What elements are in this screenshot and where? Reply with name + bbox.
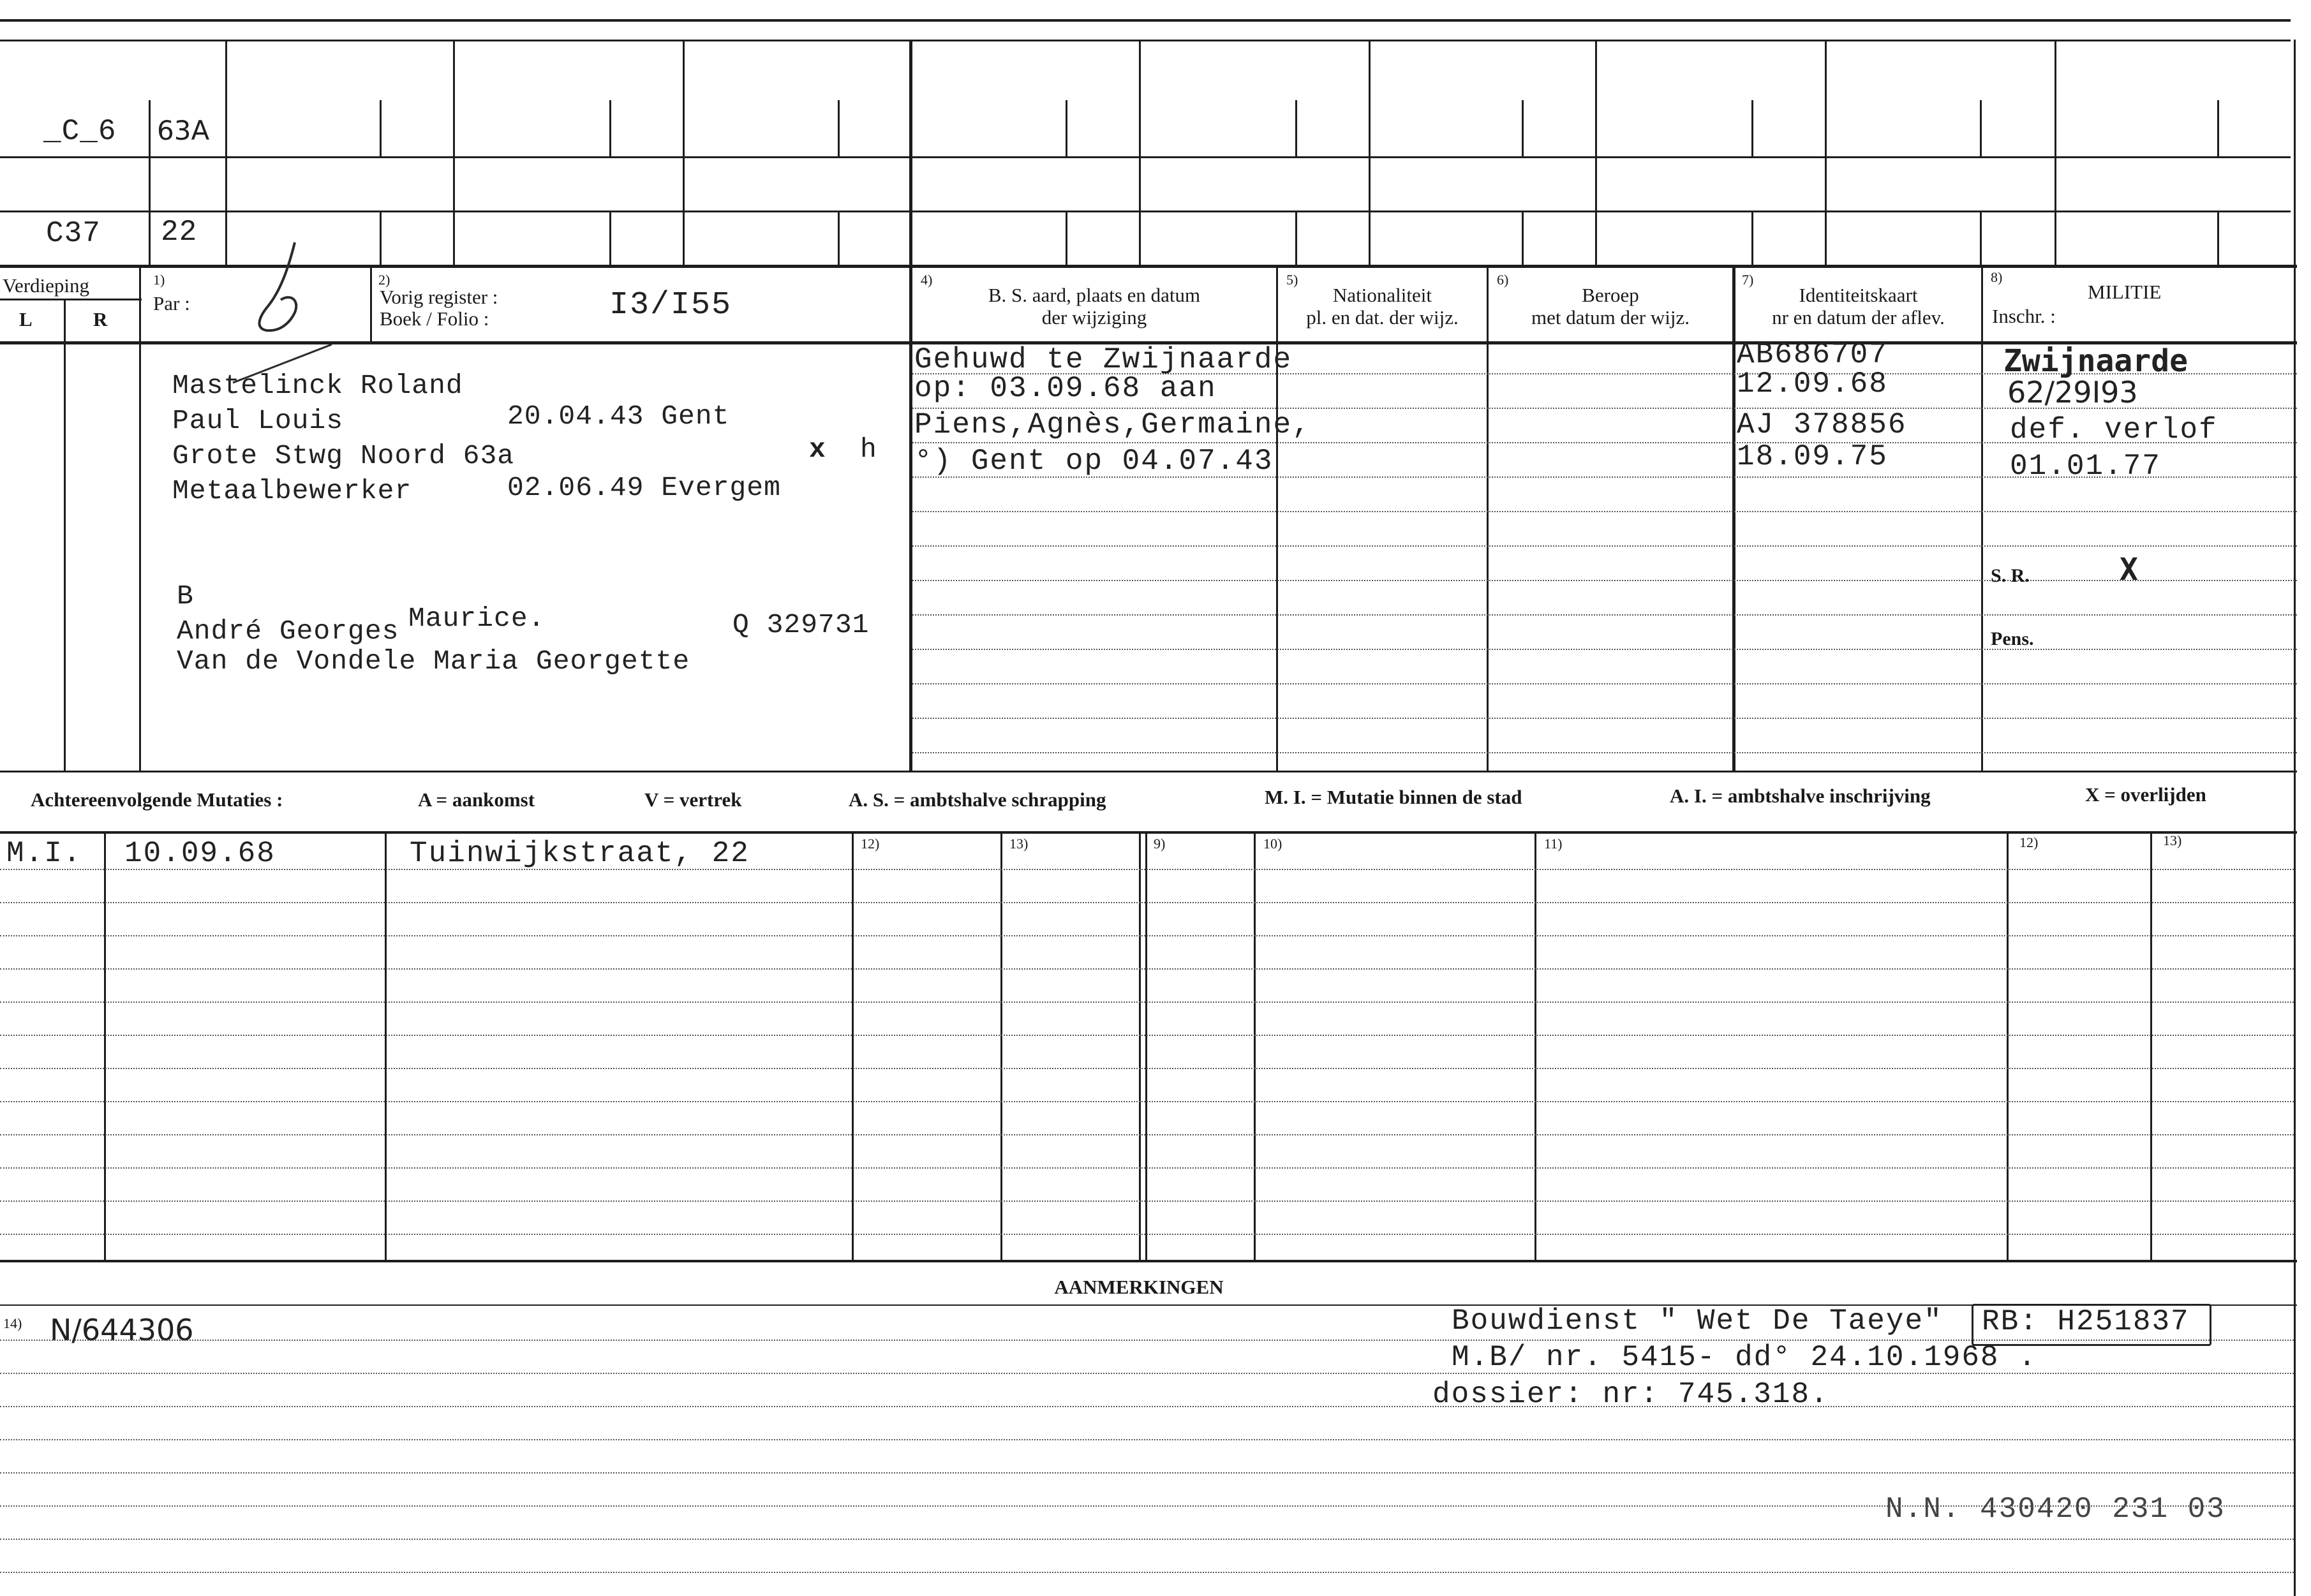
dotted-ruling: [0, 935, 2294, 936]
civil-status-line-3: Piens,Agnès,Germaine,: [914, 408, 1311, 441]
person-birth: 20.04.43 Gent: [507, 401, 730, 432]
marker-x: x: [809, 434, 826, 465]
mutation-col-9: 9): [1154, 836, 1166, 852]
verdieping-r-label: R: [93, 308, 108, 330]
dotted-ruling: [0, 968, 2294, 970]
grid-line: [1139, 832, 1141, 1260]
dotted-ruling: [912, 718, 2297, 719]
mutation-col-13: 13): [1009, 836, 1029, 852]
national-number: N.N. 430420 231 03: [1885, 1493, 2226, 1526]
id-card-1-date: 12.09.68: [1737, 367, 1888, 401]
dotted-ruling: [0, 1001, 2294, 1003]
id-card-1: AB686707: [1737, 338, 1888, 371]
legend-aankomst: A = aankomst: [418, 788, 535, 811]
sr-label: S. R.: [1991, 565, 2030, 586]
nationality-header-line2: pl. en dat. der wijz.: [1306, 306, 1459, 329]
grid-line: [2007, 832, 2009, 1260]
dotted-ruling: [0, 1068, 2294, 1069]
field-number-4: 4): [921, 272, 933, 288]
field-number-1: 1): [153, 272, 165, 288]
field-number-6: 6): [1497, 272, 1509, 288]
militie-header: MILITIE: [2088, 281, 2162, 303]
id-header-line2: nr en datum der aflev.: [1772, 306, 1945, 329]
grid-line: [1000, 832, 1002, 1260]
person-profession: Metaalbewerker: [172, 475, 412, 506]
dotted-ruling: [0, 1035, 2294, 1036]
grid-line: [0, 831, 2297, 834]
militie-date: 01.01.77: [2010, 450, 2161, 483]
boek-folio-label: Boek / Folio :: [380, 307, 489, 330]
mutation-col-12b: 12): [2019, 834, 2039, 850]
mutation-type: M.I.: [6, 837, 82, 870]
grid-line: [852, 832, 854, 1260]
dotted-ruling: [912, 614, 2297, 616]
dotted-ruling: [0, 1472, 2294, 1474]
mother-name: Van de Vondele Maria Georgette: [177, 646, 690, 677]
grid-line: [0, 1304, 2297, 1306]
remarks-bouwdienst: Bouwdienst " Wet De Taeye": [1452, 1304, 1943, 1338]
remarks-code: N/644306: [50, 1313, 194, 1347]
dotted-ruling: [0, 1234, 2294, 1235]
dotted-ruling: [0, 1505, 2294, 1507]
bs-header-line1: B. S. aard, plaats en datum: [988, 284, 1201, 306]
dotted-ruling: [0, 1167, 2294, 1169]
father-name: André Georges: [177, 616, 399, 647]
civil-status-line-4: °) Gent op 04.07.43: [914, 445, 1274, 478]
field-number-8: 8): [1991, 269, 2003, 285]
legend-ambtshalve-schrapping: A. S. = ambtshalve schrapping: [849, 788, 1106, 811]
dotted-ruling: [0, 1572, 2294, 1573]
remarks-field-14: 14): [3, 1315, 22, 1331]
vorig-register-label: Vorig register :: [380, 286, 498, 308]
dotted-ruling: [912, 683, 2297, 684]
person-since: 02.06.49 Evergem: [507, 472, 781, 503]
dotted-ruling: [912, 649, 2297, 650]
legend-title: Achtereenvolgende Mutaties :: [31, 788, 283, 811]
remarks-title: AANMERKINGEN: [1054, 1276, 1224, 1298]
dotted-ruling: [0, 1340, 2294, 1341]
civil-status-line-2: op: 03.09.68 aan: [914, 372, 1217, 405]
dotted-ruling: [0, 1373, 2294, 1374]
mutation-col-13b: 13): [2163, 832, 2182, 848]
dotted-ruling: [0, 1201, 2294, 1202]
field-number-5: 5): [1286, 272, 1298, 288]
dotted-ruling: [912, 545, 2297, 547]
mutation-street: Tuinwijkstraat, 22: [410, 837, 750, 870]
militie-status: def. verlof: [2010, 413, 2218, 447]
father-extra: Maurice.: [408, 603, 546, 634]
verdieping-label: Verdieping: [3, 274, 90, 297]
id-card-2: AJ 378856: [1737, 408, 1907, 441]
field-number-2: 2): [378, 272, 390, 288]
militie-number: 62/29I93: [2007, 375, 2138, 410]
mutation-col-11: 11): [1544, 836, 1563, 852]
person-surname: Mastelinck Roland: [172, 370, 463, 401]
dotted-ruling: [912, 752, 2297, 753]
grid-line: [0, 771, 2297, 772]
field-number-7: 7): [1742, 272, 1754, 288]
legend-mutatie: M. I. = Mutatie binnen de stad: [1265, 786, 1522, 808]
dotted-ruling: [912, 511, 2297, 512]
father-code: Q 329731: [732, 609, 870, 640]
top-code-4: 22: [161, 216, 198, 249]
top-code-2: 63A: [157, 115, 210, 146]
id-header-line1: Identiteitskaart: [1799, 284, 1918, 306]
grid-line: [385, 832, 387, 1260]
remarks-rb: RB: H251837: [1982, 1305, 2190, 1338]
bs-header-line2: der wijziging: [1041, 306, 1147, 329]
dotted-ruling: [0, 1439, 2294, 1440]
beroep-header-line1: Beroep: [1582, 284, 1639, 306]
dotted-ruling: [912, 580, 2297, 581]
id-card-2-date: 18.09.75: [1737, 440, 1888, 473]
dotted-ruling: [0, 1134, 2294, 1135]
inschr-label: Inschr. :: [1992, 305, 2056, 327]
militie-place: Zwijnaarde: [2003, 343, 2188, 379]
verdieping-l-label: L: [19, 308, 33, 330]
register-value: I3/I55: [609, 287, 732, 323]
dotted-ruling: [0, 1539, 2294, 1540]
dotted-ruling: [0, 869, 2294, 870]
legend-vertrek: V = vertrek: [644, 788, 742, 811]
grid-line: [1145, 832, 1147, 1260]
grid-line: [104, 832, 106, 1260]
dotted-ruling: [0, 902, 2294, 903]
person-given-names: Paul Louis: [172, 405, 344, 436]
top-code-1: _C_6: [43, 115, 117, 148]
marker-h: h: [860, 434, 877, 465]
sr-mark: X: [2120, 552, 2138, 587]
pens-label: Pens.: [1991, 628, 2034, 649]
mutation-col-10: 10): [1263, 836, 1282, 852]
mutation-date: 10.09.68: [124, 837, 276, 870]
top-code-3: C37: [46, 217, 101, 250]
dotted-ruling: [0, 1406, 2294, 1407]
dotted-ruling: [0, 1101, 2294, 1102]
parents-label: B: [177, 580, 194, 612]
grid-line: [1534, 832, 1536, 1260]
grid-line: [1254, 832, 1256, 1260]
legend-ambtshalve-inschrijving: A. I. = ambtshalve inschrijving: [1670, 785, 1931, 807]
nationality-header-line1: Nationaliteit: [1333, 284, 1432, 306]
remarks-mb: M.B/ nr. 5415- dd° 24.10.1968 .: [1452, 1341, 2037, 1374]
grid-line: [2150, 832, 2152, 1260]
par-label: Par :: [153, 292, 190, 314]
civil-status-line-1: Gehuwd te Zwijnaarde: [914, 343, 1293, 376]
remarks-dossier: dossier: nr: 745.318.: [1432, 1378, 1829, 1411]
grid-line: [0, 1260, 2297, 1262]
legend-overlijden: X = overlijden: [2085, 783, 2206, 806]
person-address: Grote Stwg Noord 63a: [172, 440, 515, 471]
mutation-col-12: 12): [861, 836, 880, 852]
beroep-header-line2: met datum der wijz.: [1531, 306, 1690, 329]
